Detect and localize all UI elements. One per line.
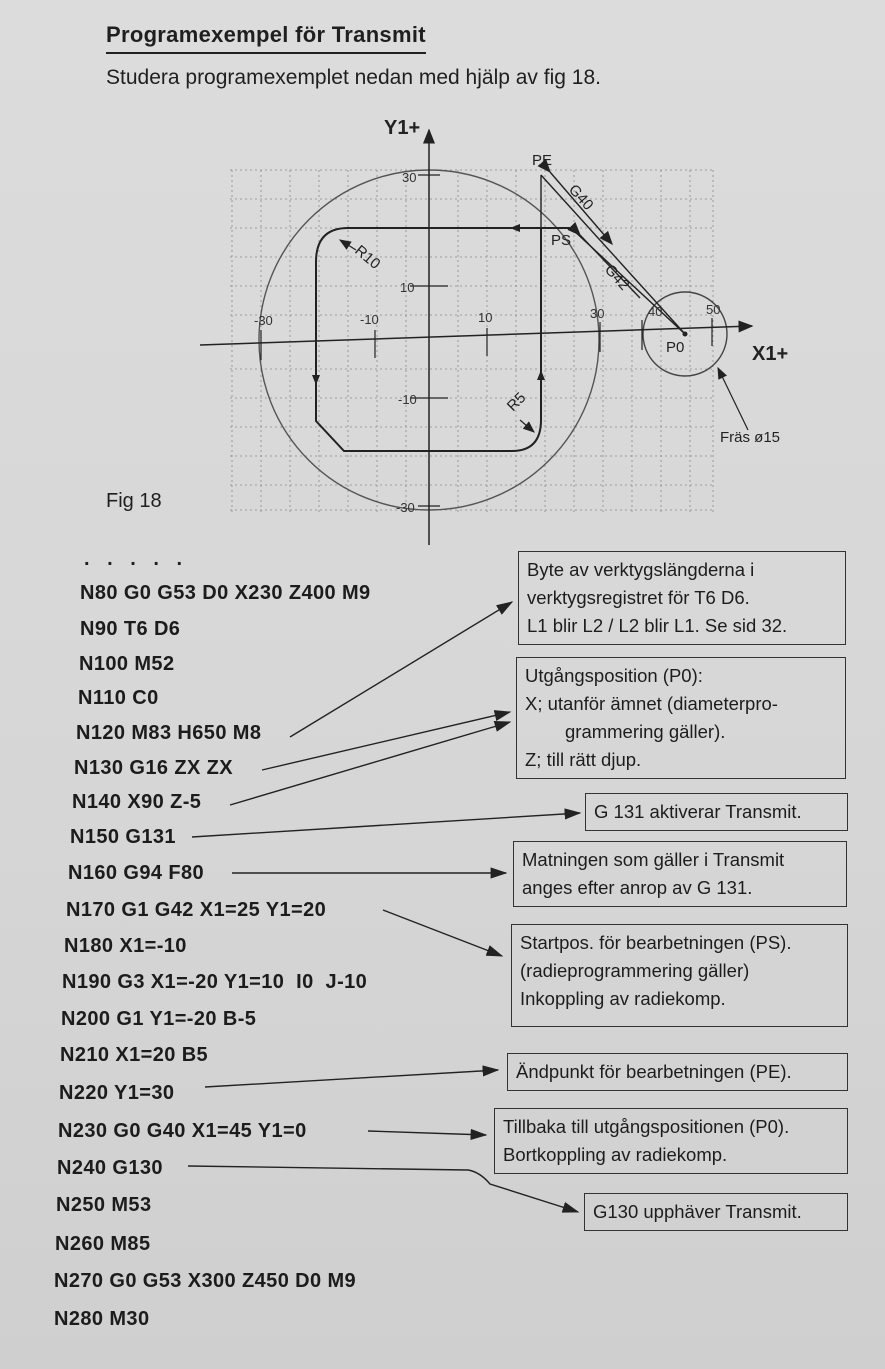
svg-text:50: 50 (706, 302, 721, 317)
code-line: N210 X1=20 B5 (60, 1044, 209, 1066)
code-line: N280 M30 (54, 1308, 150, 1330)
page-heading: Programexempel för Transmit (106, 22, 426, 54)
g40-label: G40 (565, 181, 597, 214)
code-line: N140 X90 Z-5 (72, 791, 202, 813)
code-line: N200 G1 Y1=-20 B-5 (61, 1008, 257, 1030)
note-back-p0: Tillbaka till utgångspositionen (P0). Bortkoppling av radiekomp. (494, 1108, 848, 1174)
p0-label: P0 (666, 339, 685, 356)
y-axis-label: Y1+ (384, 117, 421, 139)
intro-text: Studera programexemplet nedan med hjälp av fig 18. (106, 66, 601, 89)
x-axis-label: X1+ (752, 343, 789, 365)
r5-label: R5 (503, 389, 530, 415)
svg-text:30: 30 (590, 306, 605, 321)
code-line: N270 G0 G53 X300 Z450 D0 M9 (54, 1270, 357, 1292)
svg-text:10: 10 (478, 310, 493, 325)
code-line: N100 M52 (79, 653, 175, 675)
svg-text:-30: -30 (396, 500, 415, 515)
note-start-ps: Startpos. för bearbetningen (PS). (radieprogrammering gäller) Inkoppling av radiekomp. (511, 924, 848, 1027)
pe-label: PE (532, 152, 553, 169)
code-line: N110 C0 (78, 687, 159, 709)
note-start-position: Utgångsposition (P0): X; utanför ämnet (diameterpro- grammering gäller). Z; till rätt djup. (516, 657, 846, 779)
tool-label: Fräs ø15 (720, 429, 781, 446)
code-line: N170 G1 G42 X1=25 Y1=20 (66, 899, 327, 921)
note-feed: Matningen som gäller i Transmit anges efter anrop av G 131. (513, 841, 847, 907)
note-end-pe: Ändpunkt för bearbetningen (PE). (507, 1053, 848, 1091)
code-line: N130 G16 ZX ZX (74, 757, 233, 779)
code-line: N90 T6 D6 (80, 618, 181, 640)
code-line: N160 G94 F80 (68, 862, 204, 884)
note-g131: G 131 aktiverar Transmit. (585, 793, 848, 831)
svg-text:-30: -30 (254, 313, 273, 328)
code-line: N250 M53 (56, 1194, 152, 1216)
svg-text:30: 30 (402, 170, 417, 185)
svg-text:-10: -10 (398, 392, 417, 407)
note-tool-length: Byte av verktygslängderna i verktygsregistret för T6 D6. L1 blir L2 / L2 blir L1. Se sid 32. (518, 551, 846, 645)
ps-label: PS (551, 232, 572, 249)
svg-text:-10: -10 (360, 312, 379, 327)
code-line: N80 G0 G53 D0 X230 Z400 M9 (80, 582, 371, 604)
figure-caption: Fig 18 (106, 490, 162, 512)
code-line: N220 Y1=30 (59, 1082, 175, 1104)
fig-18-diagram (0, 0, 885, 560)
code-line: N190 G3 X1=-20 Y1=10 I0 J-10 (62, 971, 368, 993)
note-g130: G130 upphäver Transmit. (584, 1193, 848, 1231)
ellipsis: . . . . . (84, 548, 189, 570)
svg-text:40: 40 (648, 304, 663, 319)
code-line: N260 M85 (55, 1233, 151, 1255)
svg-text:10: 10 (400, 280, 415, 295)
code-line: N230 G0 G40 X1=45 Y1=0 (58, 1120, 307, 1142)
g42-label: G42 (601, 261, 633, 294)
code-line: N120 M83 H650 M8 (76, 722, 262, 744)
r10-label: R10 (351, 242, 384, 273)
code-line: N240 G130 (57, 1157, 163, 1179)
code-line: N150 G131 (70, 826, 176, 848)
code-line: N180 X1=-10 (64, 935, 187, 957)
